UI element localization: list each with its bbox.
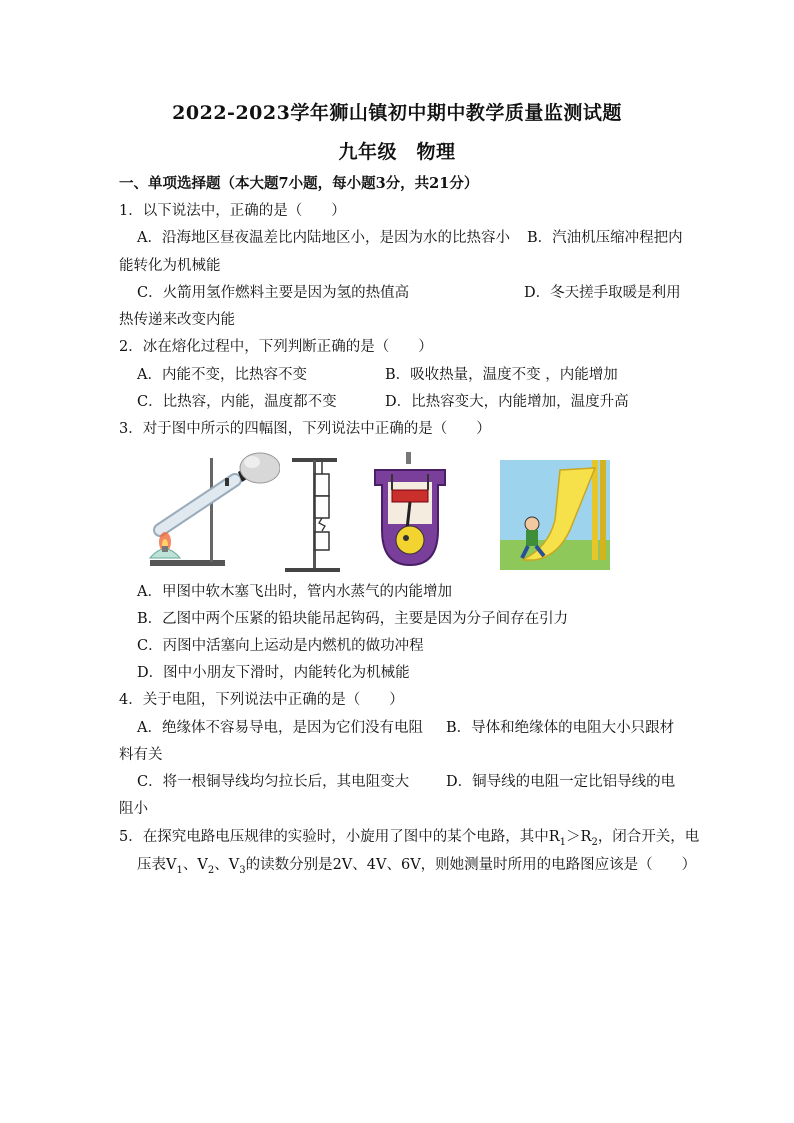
q4-stem: 4．关于电阻，下列说法中正确的是（ ） (119, 692, 404, 708)
q2-option-d: D．比热容变大，内能增加，温度升高 (385, 394, 629, 410)
q3-option-b: B．乙图中两个压紧的铅块能吊起钩码，主要是因为分子间存在引力 (137, 611, 569, 627)
q2-option-a: A．内能不变，比热容不变 (137, 367, 307, 383)
q4-option-b-cont: 料有关 (119, 747, 163, 763)
q5-line-2 (137, 855, 696, 881)
q1-option-d-cont: 热传递来改变内能 (119, 312, 235, 328)
q2-option-c: C．比热容，内能，温度都不变 (137, 394, 337, 410)
child-slide-figure (500, 460, 610, 570)
r2-subscript: 2 (591, 836, 598, 848)
q1-option-b: B．汽油机压缩冲程把内 (527, 230, 683, 246)
q1-option-c: C．火箭用氢作燃料主要是因为氢的热值高 (137, 285, 410, 301)
q5-line-1 (119, 827, 699, 853)
q5-text: 压表V (137, 857, 177, 873)
q2-option-b: B．吸收热量，温度不变 ，内能增加 (385, 367, 618, 383)
v1-subscript: 1 (176, 864, 183, 876)
q5-text: 5．在探究电路电压规律的实验时，小旋用了图中的某个电路，其中R (119, 829, 560, 845)
q5-text: 、V (182, 857, 208, 873)
q3-figures (130, 450, 630, 575)
q1-option-b-cont: 能转化为机械能 (119, 258, 221, 274)
q4-option-b: B．导体和绝缘体的电阻大小只跟材 (446, 720, 675, 736)
exam-title: 2022-2023学年狮山镇初中期中教学质量监测试题 (172, 102, 622, 124)
section-heading: 一、单项选择题（本大题7小题，每小题3分，共21分） (119, 175, 479, 192)
q4-option-a: A．绝缘体不容易导电，是因为它们没有电阻 (137, 720, 423, 736)
q1-option-a: A．沿海地区昼夜温差比内陆地区小，是因为水的比热容小 (137, 230, 510, 246)
q4-option-d: D．铜导线的电阻一定比铝导线的电 (446, 774, 676, 790)
q4-option-d-cont: 阻小 (119, 801, 148, 817)
v3-subscript: 3 (239, 864, 246, 876)
q3-option-d: D．图中小朋友下滑时，内能转化为机械能 (137, 665, 410, 681)
v2-subscript: 2 (207, 864, 215, 876)
q4-option-c: C．将一根铜导线均匀拉长后，其电阻变大 (137, 774, 410, 790)
q5-text: ＞R (566, 829, 592, 845)
exam-subtitle: 九年级 物理 (338, 141, 456, 163)
test-tube-cork-figure (140, 450, 280, 575)
q5-text: 、V (214, 857, 240, 873)
q1-option-d: D．冬天搓手取暖是利用 (524, 285, 681, 301)
q1-stem: 1．以下说法中，正确的是（ ） (119, 203, 346, 219)
lead-blocks-figure (280, 450, 350, 575)
q3-option-c: C．丙图中活塞向上运动是内燃机的做功冲程 (137, 638, 424, 654)
q3-stem: 3．对于图中所示的四幅图，下列说法中正确的是（ ） (119, 421, 491, 437)
q2-stem: 2．冰在熔化过程中，下列判断正确的是（ ） (119, 339, 433, 355)
r1-subscript: 1 (559, 836, 567, 848)
engine-cylinder-figure (370, 450, 450, 575)
q5-text: 的读数分别是2V、4V、6V，则她测量时所用的电路图应该是（ ） (245, 857, 697, 873)
q3-option-a: A．甲图中软木塞飞出时，管内水蒸气的内能增加 (137, 584, 452, 600)
q5-text: ，闭合开关，电 (597, 829, 700, 845)
